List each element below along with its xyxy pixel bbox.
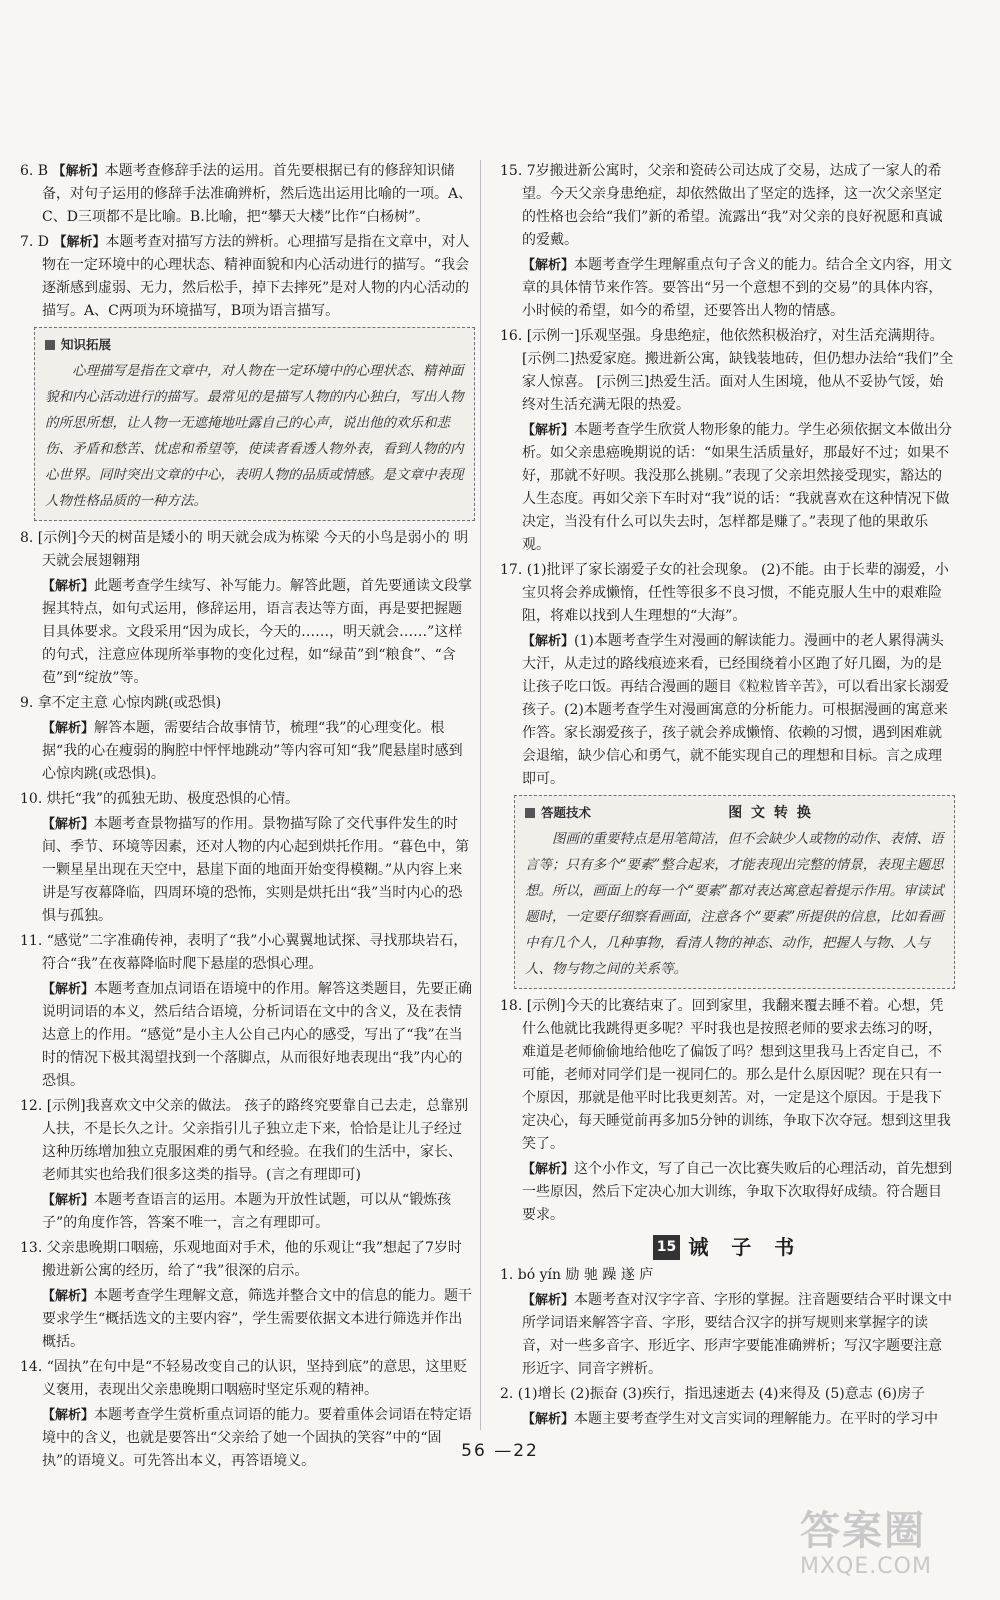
answer-item xyxy=(500,325,955,417)
answer-item xyxy=(500,995,955,1156)
watermark-logo xyxy=(800,1508,980,1588)
watermark-top: 答案圈 xyxy=(800,1508,926,1554)
answer-analysis xyxy=(20,978,475,1093)
tip-box-subtitle: 图 文 转 换 xyxy=(728,805,813,821)
answer-item xyxy=(500,1264,955,1287)
answer-item xyxy=(500,160,955,252)
analysis-tag: 【 解析 】 xyxy=(42,721,94,736)
answer-text: 7. D 【 解析 】 本题考查对描写方法的辨析。心理描写是指在文章中，对人物在一定环境中的心理状态、精神面貌和内心活动进行的描写。“我会逐渐感到虚弱、无力，然后松手，掉下去摔死”是对人物的内心活动的描写。A、C两项为环境描写，B项为语言描写。 xyxy=(20,231,475,323)
analysis-tag: 【 解析 】 xyxy=(522,634,574,649)
analysis-tag: 【 解析 】 xyxy=(522,258,574,273)
analysis-tag: 【 解析 】 xyxy=(522,1412,574,1427)
tip-box xyxy=(514,795,955,989)
tip-box-header xyxy=(45,332,464,358)
answer-text: 【 解析 】 本题考查语言的运用。本题为开放性试题，可以从“锻炼孩子”的角度作答，答案不唯一，言之有理即可。 xyxy=(20,1189,475,1235)
analysis-tag: 【 解析 】 xyxy=(42,579,94,594)
analysis-tag: 【 解析 】 xyxy=(42,1289,94,1304)
answer-text: 17. (1)批评了家长溺爱子女的社会现象。 (2)不能。由于长辈的溺爱，小宝贝将会养成懒惰，任性等很多不良习惯，不能克服人生中的艰难险阻，将难以找到人生理想的“大海”。 xyxy=(500,562,949,624)
analysis-tag: 【 解析 】 xyxy=(53,164,105,179)
tip-box-body: 心理描写是指在文章中，对人物在一定环境中的心理状态、精神面貌和内心活动进行的描写。最常见的是描写人物的内心独白，写出人物的所思所想，让人物一无遮掩地吐露自己的心声，说出他的欢乐和悲伤、矛盾和愁苦、忧虑和希望等，使读者看透人物外表，看到人物的内心世界。同时突出文章的中心，表明人物的品质或情感。是文章中表现人物性格品质的一种方法。 xyxy=(45,363,464,509)
answer-text: 13. 父亲患晚期口咽癌，乐观地面对手术，他的乐观让“我”想起了7岁时搬进新公寓的经历，给了“我”很深的启示。 xyxy=(20,1240,462,1279)
section-name: 诫 子 书 xyxy=(688,1235,803,1259)
tip-box-body: 图画的重要特点是用笔简洁，但不会缺少人或物的动作、表情、语言等；只有多个“要素”整合起来，才能表现出完整的情景，表现主题思想。所以，画面上的每一个“要素”都对表达寓意起着提示作用。审读试题时，一定要仔细察看画面，注意各个“要素”所提供的信息，比如看画中有几个人，几种事物，看清人物的神态、动作，把握人与物、人与人、物与物之间的关系等。 xyxy=(525,831,944,977)
answer-item xyxy=(20,1095,475,1187)
analysis-tag: 【 解析 】 xyxy=(42,1193,94,1208)
column-divider xyxy=(480,160,481,1430)
tip-box-title: 知识拓展 xyxy=(61,337,112,352)
analysis-tag: 【 解析 】 xyxy=(42,982,94,997)
answer-text: 18. [示例]今天的比赛结束了。回到家里，我翻来覆去睡不着。心想，凭什么他就比我跳得更多呢？平时我也是按照老师的要求去练习的呀，难道是老师偷偷地给他吃了偏饭了吗？想到这里我马上否定自己，不可能，老师对同学们是一视同仁的。那么是什么原因呢？现在只有一个原因，那就是他平时比我更刻苦。对，一定是这个原因。于是我下定决心，每天睡觉前再多加5分钟的训练，争取下次夺冠。想到这里我笑了。 xyxy=(500,998,951,1152)
answer-item xyxy=(20,160,475,229)
answer-text: 【 解析 】 解答本题，需要结合故事情节，梳理“我”的心理变化。根据“我的心在瘦弱的胸腔中怦怦地跳动”等内容可知“我”爬悬崖时感到心惊肉跳(或恐惧)。 xyxy=(20,717,475,786)
answer-text: 【 解析 】 (1)本题考查学生对漫画的解读能力。漫画中的老人累得满头大汗，从走过的路线痕迹来看，已经围绕着小区跑了好几圈，为的是让孩子吃口饭。再结合漫画的题目《粒粒皆辛苦》，可以看出家长溺爱孩子。(2)本题考查学生对漫画寓意的分析能力。可根据漫画的寓意来作答。家长溺爱孩子，孩子就会养成懒惰、依赖的习惯，遇到困难就会退缩，缺少信心和勇气，就不能实现自己的理想和目标。言之成理即可。 xyxy=(500,630,955,791)
tip-box xyxy=(34,327,475,521)
answer-item xyxy=(20,527,475,573)
answer-analysis xyxy=(500,419,955,557)
analysis-tag: 【 解析 】 xyxy=(522,1162,574,1177)
analysis-tag: 【 解析 】 xyxy=(42,1408,94,1423)
analysis-tag: 【 解析 】 xyxy=(53,235,105,250)
answer-analysis xyxy=(20,575,475,690)
tip-box-title: 答题技术 xyxy=(541,805,592,820)
answer-text: 【 解析 】 本题考查对汉字字音、字形的掌握。注音题要结合平时课文中所学词语来解答字音、字形，要结合汉字的拼写规则来掌握字的读音，对一些多音字、形近字、形声字要能准确辨析；写汉字题要注意形近字、同音字辨析。 xyxy=(500,1289,955,1381)
answer-analysis xyxy=(500,254,955,323)
answer-text: 9. 拿不定主意 心惊肉跳(或恐惧) xyxy=(20,695,222,711)
answer-text: 【 解析 】 本题考查学生理解重点句子含义的能力。结合全文内容，用文章的具体情节来作答。要答出“另一个意想不到的交易”的具体内容，小时候的希望，如今的希望，还要答出人物的情感。 xyxy=(500,254,955,323)
answer-text: 【 解析 】 本题考查学生赏析重点词语的能力。要着重体会词语在特定语境中的含义，也就是要答出“父亲给了她一个固执的笑容”中的“固执”的语境义。可先答出本义，再答语境义。 xyxy=(20,1404,475,1473)
box-square-icon xyxy=(525,808,535,818)
answer-analysis xyxy=(20,717,475,786)
page-number: 56 —22 xyxy=(461,1441,539,1461)
answer-text: 【 解析 】 本题考查学生欣赏人物形象的能力。学生必须依据文本做出分析。如父亲患癌晚期说的话：“如果生活质量好，那最好不过；如果不好，那就不好呗。我没那么挑剔。”表现了父亲坦然接受现实，豁达的人生态度。再如父亲下车时对“我”说的话：“我就喜欢在这种情况下做决定，当没有什么可以失去时，怎样都是赚了。”表现了他的果敢乐观。 xyxy=(500,419,955,557)
section-number: 15 xyxy=(653,1235,680,1260)
answer-analysis xyxy=(500,1158,955,1227)
answer-text: 1. bó yín 励 驰 躁 遂 庐 xyxy=(500,1267,654,1283)
answer-text: 8. [示例]今天的树苗是矮小的 明天就会成为栋梁 今天的小鸟是弱小的 明天就会展翅翱翔 xyxy=(20,530,469,569)
section-title xyxy=(500,1235,955,1260)
answer-item xyxy=(20,788,475,811)
answer-text: 10. 烘托“我”的孤独无助、极度恐惧的心情。 xyxy=(20,791,300,807)
answer-text: 【 解析 】 此题考查学生续写、补写能力。解答此题，首先要通读文段掌握其特点，如句式运用，修辞运用，语言表达等方面，再是要把握题目具体要求。文段采用“因为成长，今天的……，明天就会……”这样的句式，注意应体现所举事物的变化过程，如“绿苗”到“粮食”、“含苞”到“绽放”等。 xyxy=(20,575,475,690)
answer-item xyxy=(500,1383,955,1406)
box-square-icon xyxy=(45,340,55,350)
answer-text: 【 解析 】 本题主要考查学生对文言实词的理解能力。在平时的学习中 xyxy=(500,1408,955,1431)
answer-text: 6. B 【 解析 】 本题考查修辞手法的运用。首先要根据已有的修辞知识储备，对句子运用的修辞手法准确辨析，然后选出运用比喻的一项。A、C、D三项都不是比喻。B.比喻，把“攀天大楼”比作“白杨树”。 xyxy=(20,160,475,229)
answer-text: 12. [示例]我喜欢文中父亲的做法。 孩子的路终究要靠自己去走，总靠别人扶，不是长久之计。父亲指引儿子独立走下来，恰恰是让儿子经过这种历练增加独立克服困难的勇气和经验。在我们的生活中，家长、老师其实也给我们很多这类的指导。(言之有理即可) xyxy=(20,1098,469,1183)
answer-text: 【 解析 】 本题考查加点词语在语境中的作用。解答这类题目，先要正确说明词语的本义，然后结合语境，分析词语在文中的含义，及在表情达意上的作用。“感觉”是小主人公自己内心的感受，写出了“我”在当时的情况下极其渴望找到一个落脚点，从而很好地表现出“我”内心的恐惧。 xyxy=(20,978,475,1093)
watermark-bottom: MXQE.COM xyxy=(800,1554,932,1579)
left-column xyxy=(20,160,475,1475)
analysis-tag: 【 解析 】 xyxy=(42,817,94,832)
tip-box-header xyxy=(525,800,944,826)
answer-text: 14. “固执”在句中是“不轻易改变自己的认识，坚持到底”的意思，这里贬义褒用，表现出父亲患晚期口咽癌时坚定乐观的精神。 xyxy=(20,1359,468,1398)
answer-item xyxy=(20,231,475,323)
answer-analysis xyxy=(500,1408,955,1431)
answer-text: 2. (1)增长 (2)振奋 (3)疾行，指迅速逝去 (4)来得及 (5)意志 (6)房子 xyxy=(500,1386,926,1402)
answer-analysis xyxy=(500,1289,955,1381)
answer-item xyxy=(20,1356,475,1402)
answer-item xyxy=(500,559,955,628)
answer-text: 【 解析 】 本题考查学生理解文意，筛选并整合文中的信息的能力。题干要求学生“概括选文的主要内容”，学生需要依据文本进行筛选并作出概括。 xyxy=(20,1285,475,1354)
answer-text: 15. 7岁搬进新公寓时，父亲和瓷砖公司达成了交易，达成了一家人的希望。今天父亲身患绝症，却依然做出了坚定的选择，这一次父亲坚定的性格也会给“我们”新的希望。流露出“我”对父亲的良好祝愿和真诚的爱戴。 xyxy=(500,163,943,248)
answer-analysis xyxy=(20,813,475,928)
answer-item xyxy=(20,692,475,715)
right-column xyxy=(500,160,955,1433)
answer-text: 11. “感觉”二字准确传神，表明了“我”小心翼翼地试探、寻找那块岩石，符合“我”在夜幕降临时爬下悬崖的恐惧心理。 xyxy=(20,933,468,972)
answer-text: 【 解析 】 本题考查景物描写的作用。景物描写除了交代事件发生的时间、季节、环境等因素，还对人物的内心起到烘托作用。“暮色中，第一颗星星出现在天空中，悬崖下面的地面开始变得模糊。”从内容上来讲是写夜幕降临，四周环境的恐怖，实则是烘托出“我”当时内心的恐惧与孤独。 xyxy=(20,813,475,928)
answer-analysis xyxy=(20,1189,475,1235)
answer-text: 16. [示例一]乐观坚强。身患绝症，他依然积极治疗，对生活充满期待。 [示例二]热爱家庭。搬进新公寓，缺钱装地砖，但仍想办法给“我们”全家人惊喜。 [示例三]热爱生活。面对人生困境，他从不妥协气馁，始终对生活充满无限的热爱。 xyxy=(500,328,954,413)
answer-item xyxy=(20,930,475,976)
answer-text: 【 解析 】 这个小作文，写了自己一次比赛失败后的心理活动，首先想到一些原因，然后下定决心加大训练，争取下次取得好成绩。符合题目要求。 xyxy=(500,1158,955,1227)
answer-analysis xyxy=(20,1285,475,1354)
analysis-tag: 【 解析 】 xyxy=(522,423,574,438)
answer-item xyxy=(20,1237,475,1283)
answer-analysis xyxy=(500,630,955,791)
analysis-tag: 【 解析 】 xyxy=(522,1293,574,1308)
